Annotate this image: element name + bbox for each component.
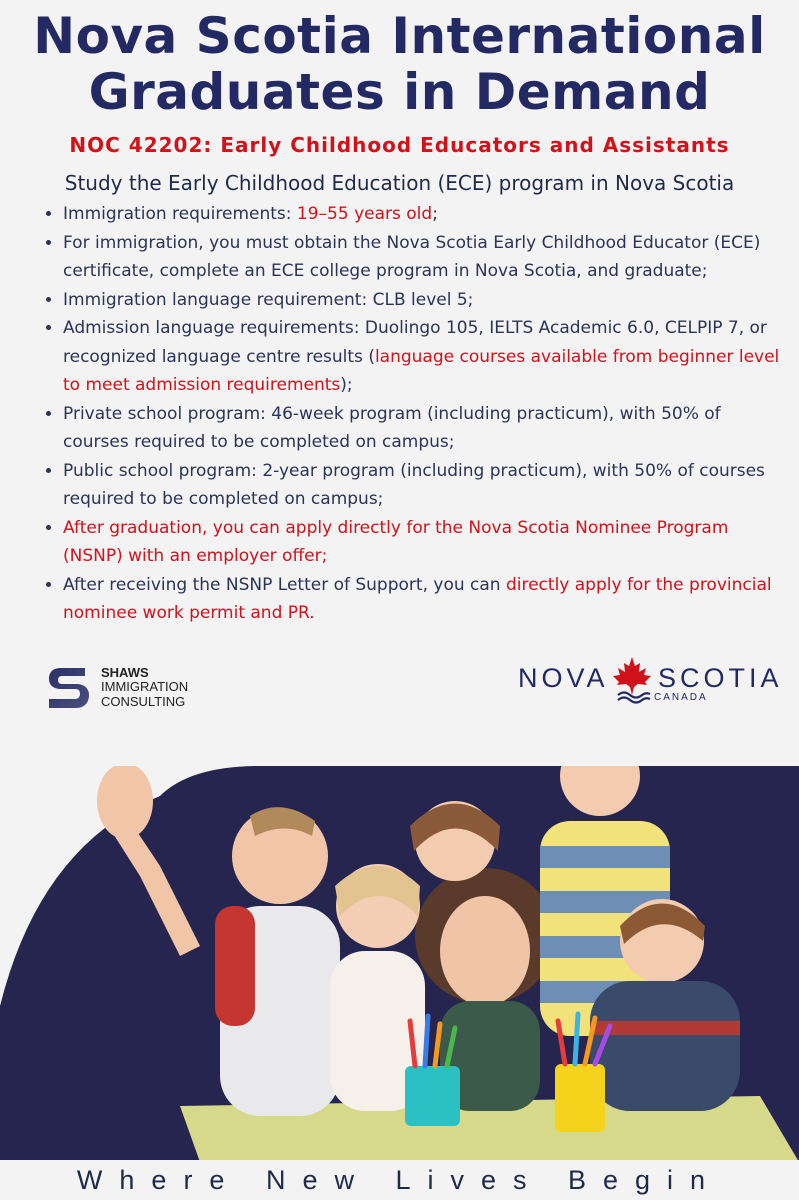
children-photo: [0, 766, 799, 1162]
shaws-immigration: IMMIGRATION: [101, 679, 189, 695]
list-item: • After graduation, you can apply directly for the Nova Scotia Nominee Program (NSNP) with an employer offer;: [63, 514, 783, 571]
list-item: • After receiving the NSNP Letter of Support, you can directly apply for the provincial nominee work permit and PR.: [63, 571, 783, 628]
nova-scotia-logo: [518, 655, 783, 705]
ns-logo-canada: CANADA: [654, 692, 708, 703]
shaws-consulting: CONSULTING: [101, 693, 186, 709]
list-item: • For immigration, you must obtain the Nova Scotia Early Childhood Educator (ECE) certificate, complete an ECE college program in Nova Scotia, and graduate;: [63, 229, 783, 286]
page-title: [0, 8, 799, 120]
list-item: • Immigration language requirement: CLB level 5;: [63, 286, 783, 315]
list-item: • Public school program: 2-year program (including practicum), with 50% of courses required to be completed on campus;: [63, 457, 783, 514]
title-line-2: Graduates in Demand: [88, 63, 711, 121]
requirements-list: [40, 200, 783, 628]
program-subtitle: Study the Early Childhood Education (ECE) program in Nova Scotia: [64, 171, 735, 195]
tagline: Where New Lives Begin: [0, 1160, 799, 1200]
shaws-name: SHAWS: [101, 664, 149, 680]
noc-heading: NOC 42202: Early Childhood Educators and Assistants: [69, 133, 730, 157]
list-item: • Private school program: 46-week program (including practicum), with 50% of courses required to be completed on campus;: [63, 400, 783, 457]
ns-logo-nova: NOVA: [518, 663, 609, 693]
ns-logo-scotia: SCOTIA: [658, 663, 783, 693]
shaws-logo: [45, 660, 245, 715]
shaws-s-icon: [45, 664, 93, 712]
title-line-1: Nova Scotia International: [33, 7, 766, 65]
maple-leaf-icon: [610, 655, 654, 705]
list-item: • Admission language requirements: Duolingo 105, IELTS Academic 6.0, CELPIP 7, or recognized language centre results (language courses available from beginner level to meet admission requirements);: [63, 314, 783, 400]
list-item: • Immigration requirements: 19–55 years old;: [63, 200, 783, 229]
